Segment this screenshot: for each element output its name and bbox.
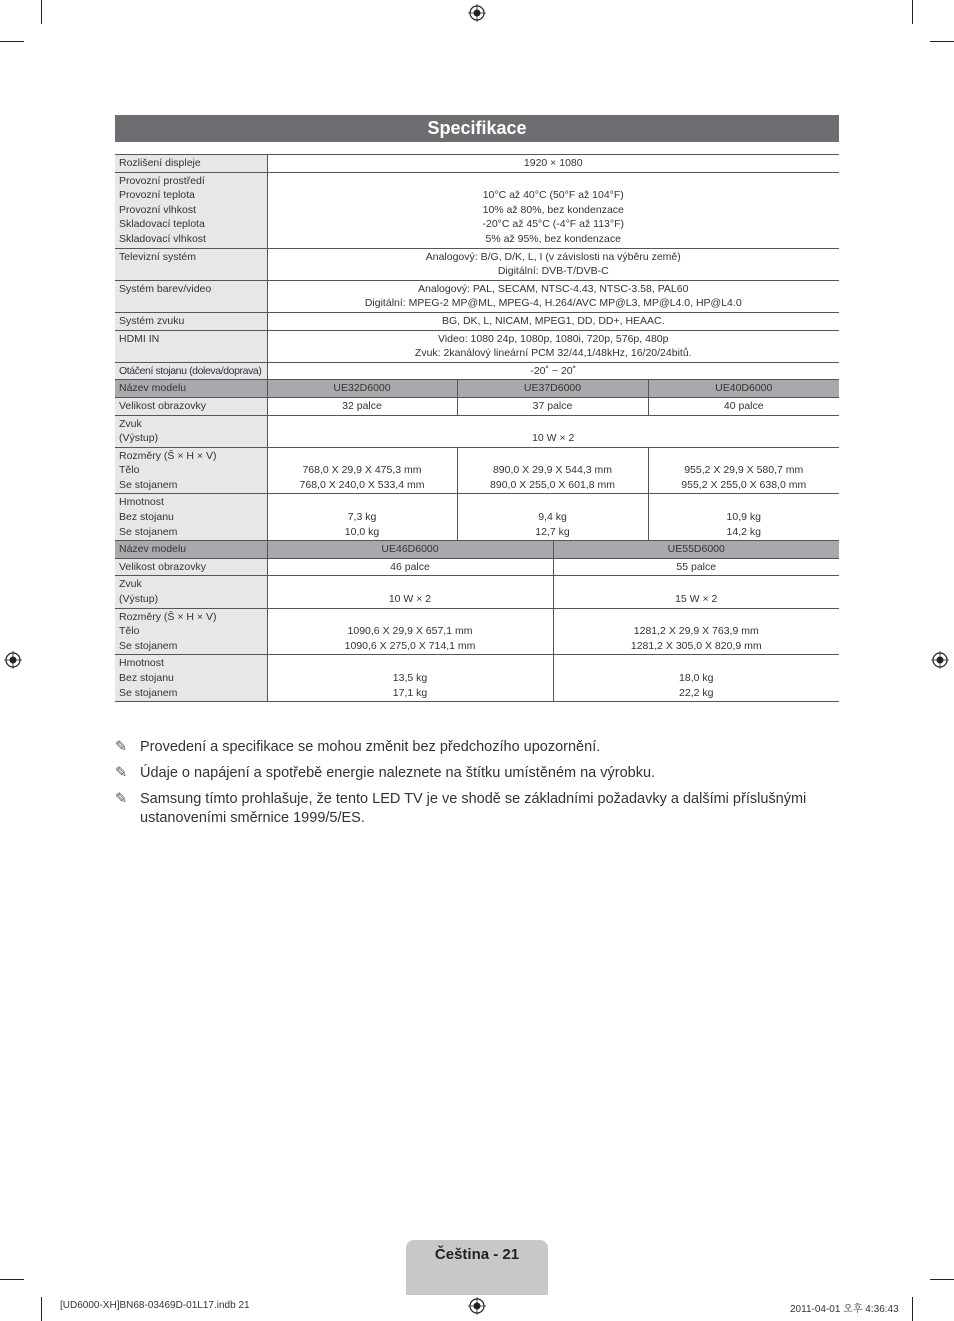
model-name: UE40D6000 bbox=[648, 380, 839, 398]
spec-value: 10,9 kg 14,2 kg bbox=[648, 494, 839, 541]
spec-value: 15 W × 2 bbox=[553, 576, 839, 608]
table-row bbox=[115, 558, 839, 576]
note-text: Provedení a specifikace se mohou změnit bez předchozího upozornění. bbox=[140, 739, 601, 755]
model-name: UE46D6000 bbox=[267, 541, 553, 559]
spec-value: BG, DK, L, NICAM, MPEG1, DD, DD+, HEAAC. bbox=[267, 312, 839, 330]
page-number-tab bbox=[406, 1240, 548, 1295]
spec-label: Zvuk (Výstup) bbox=[115, 576, 267, 608]
pencil-icon: ✎ bbox=[115, 765, 128, 781]
crop-mark bbox=[0, 1279, 24, 1280]
spec-table bbox=[115, 154, 839, 702]
spec-value: Video: 1080 24p, 1080p, 1080i, 720p, 576p, 480p Zvuk: 2kanálový lineární PCM 32/44,1/48kHz, 16/20/24bitů. bbox=[267, 330, 839, 362]
table-row bbox=[115, 541, 839, 559]
crop-mark bbox=[41, 0, 42, 24]
print-footer-timestamp: 2011-04-01 오후 4:36:43 bbox=[790, 1304, 899, 1315]
spec-value: 13,5 kg 17,1 kg bbox=[267, 655, 553, 702]
model-name: UE32D6000 bbox=[267, 380, 457, 398]
pencil-icon: ✎ bbox=[115, 739, 128, 755]
table-row bbox=[115, 655, 839, 702]
spec-label: Televizní systém bbox=[115, 248, 267, 280]
table-row bbox=[115, 312, 839, 330]
spec-value: -20˚ ~ 20˚ bbox=[267, 362, 839, 380]
spec-value: Analogový: PAL, SECAM, NTSC-4.43, NTSC-3.58, PAL60 Digitální: MPEG-2 MP@ML, MPEG-4, H.264/AVC MP@L3, MP@L4.0, HP@L4.0 bbox=[267, 280, 839, 312]
table-row bbox=[115, 608, 839, 655]
spec-value: 9,4 kg 12,7 kg bbox=[457, 494, 648, 541]
crop-mark bbox=[912, 1297, 913, 1321]
spec-label: Zvuk (Výstup) bbox=[115, 415, 267, 447]
table-row bbox=[115, 576, 839, 608]
table-row bbox=[115, 330, 839, 362]
spec-value: 55 palce bbox=[553, 558, 839, 576]
crop-mark bbox=[930, 41, 954, 42]
note-item bbox=[115, 790, 839, 828]
crop-mark bbox=[0, 41, 24, 42]
table-row bbox=[115, 380, 839, 398]
spec-value: 7,3 kg 10,0 kg bbox=[267, 494, 457, 541]
table-row bbox=[115, 280, 839, 312]
spec-label: Název modelu bbox=[115, 380, 267, 398]
model-name: UE55D6000 bbox=[553, 541, 839, 559]
model-name: UE37D6000 bbox=[457, 380, 648, 398]
spec-value: 46 palce bbox=[267, 558, 553, 576]
spec-value: 40 palce bbox=[648, 397, 839, 415]
spec-value: 10 W × 2 bbox=[267, 415, 839, 447]
table-row bbox=[115, 397, 839, 415]
crop-mark bbox=[930, 1279, 954, 1280]
registration-mark-icon bbox=[4, 651, 22, 669]
spec-value: 955,2 X 29,9 X 580,7 mm 955,2 X 255,0 X 638,0 mm bbox=[648, 447, 839, 494]
registration-mark-icon bbox=[468, 4, 486, 22]
spec-value: 10 W × 2 bbox=[267, 576, 553, 608]
section-title: Specifikace bbox=[115, 115, 839, 142]
spec-value: 890,0 X 29,9 X 544,3 mm 890,0 X 255,0 X 601,8 mm bbox=[457, 447, 648, 494]
registration-mark-icon bbox=[931, 651, 949, 669]
notes-list bbox=[115, 738, 839, 835]
spec-label: Systém barev/video bbox=[115, 280, 267, 312]
page-number: Čeština - 21 bbox=[434, 1246, 520, 1263]
spec-value: 32 palce bbox=[267, 397, 457, 415]
spec-value: 1920 × 1080 bbox=[267, 155, 839, 173]
table-row bbox=[115, 494, 839, 541]
spec-label: Systém zvuku bbox=[115, 312, 267, 330]
crop-mark bbox=[912, 0, 913, 24]
note-text: Údaje o napájení a spotřebě energie naleznete na štítku umístěném na výrobku. bbox=[140, 765, 656, 781]
spec-label: Velikost obrazovky bbox=[115, 397, 267, 415]
spec-label: Provozní prostředí Provozní teplota Provozní vlhkost Skladovací teplota Skladovací vlhkost bbox=[115, 172, 267, 248]
registration-mark-icon bbox=[468, 1297, 486, 1315]
spec-label: HDMI IN bbox=[115, 330, 267, 362]
note-text: Samsung tímto prohlašuje, že tento LED TV je ve shodě se základními požadavky a dalšími příslušnými ustanoveními směrnice 1999/5/ES. bbox=[140, 791, 807, 826]
pencil-icon: ✎ bbox=[115, 791, 128, 807]
spec-value: 768,0 X 29,9 X 475,3 mm 768,0 X 240,0 X 533,4 mm bbox=[267, 447, 457, 494]
table-row bbox=[115, 248, 839, 280]
table-row bbox=[115, 447, 839, 494]
note-item bbox=[115, 764, 839, 783]
spec-value: 10°C až 40°C (50°F až 104°F) 10% až 80%, bez kondenzace -20°C až 45°C (-4°F až 113°F) 5% až 95%, bez kondenzace bbox=[267, 172, 839, 248]
spec-label: Otáčení stojanu (doleva/doprava) bbox=[115, 362, 267, 380]
spec-value: Analogový: B/G, D/K, L, I (v závislosti na výběru země) Digitální: DVB-T/DVB-C bbox=[267, 248, 839, 280]
spec-label: Hmotnost Bez stojanu Se stojanem bbox=[115, 655, 267, 702]
spec-label: Název modelu bbox=[115, 541, 267, 559]
spec-label: Velikost obrazovky bbox=[115, 558, 267, 576]
spec-label: Hmotnost Bez stojanu Se stojanem bbox=[115, 494, 267, 541]
note-item bbox=[115, 738, 839, 757]
table-row bbox=[115, 155, 839, 173]
table-row bbox=[115, 172, 839, 248]
table-row bbox=[115, 415, 839, 447]
spec-value: 18,0 kg 22,2 kg bbox=[553, 655, 839, 702]
spec-value: 1281,2 X 29,9 X 763,9 mm 1281,2 X 305,0 X 820,9 mm bbox=[553, 608, 839, 655]
spec-label: Rozměry (Š × H × V) Tělo Se stojanem bbox=[115, 608, 267, 655]
table-row bbox=[115, 362, 839, 380]
spec-label: Rozlišení displeje bbox=[115, 155, 267, 173]
spec-value: 37 palce bbox=[457, 397, 648, 415]
print-footer-file: [UD6000-XH]BN68-03469D-01L17.indb 21 bbox=[60, 1300, 250, 1311]
spec-label: Rozměry (Š × H × V) Tělo Se stojanem bbox=[115, 447, 267, 494]
crop-mark bbox=[41, 1297, 42, 1321]
spec-value: 1090,6 X 29,9 X 657,1 mm 1090,6 X 275,0 X 714,1 mm bbox=[267, 608, 553, 655]
